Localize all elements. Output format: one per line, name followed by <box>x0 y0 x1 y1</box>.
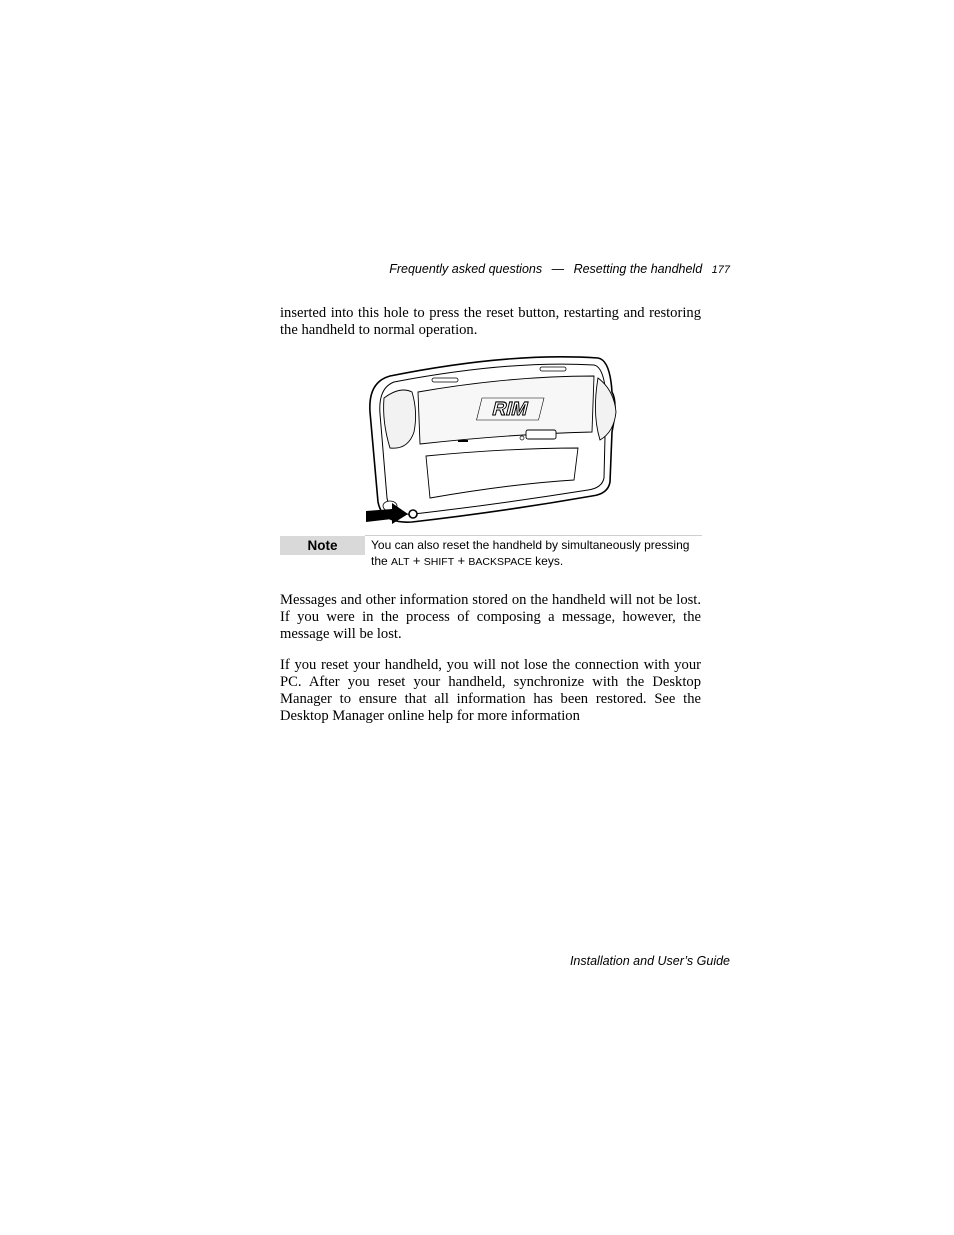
paragraph-reset-intro: inserted into this hole to press the reset button, restarting and restoring the handheld to normal operation. <box>280 305 701 338</box>
key-backspace: BACKSPACE <box>468 556 532 568</box>
running-header <box>280 262 730 276</box>
footer-guide-title: Installation and User’s Guide <box>569 954 730 968</box>
note-text-after: keys. <box>531 554 564 568</box>
page-number: 177 <box>711 264 730 276</box>
paragraph-messages-lost: Messages and other information stored on the handheld will not be lost. If you were in the process of composing a message, however, the message will be lost. <box>280 592 701 642</box>
key-alt: ALT <box>391 556 410 568</box>
note-label: Note <box>280 536 365 555</box>
plus-sign: + <box>412 553 421 568</box>
note-divider <box>365 535 702 536</box>
rim-logo: RIM <box>490 399 531 420</box>
header-section: Frequently asked questions <box>389 262 543 276</box>
header-topic: Resetting the handheld <box>573 262 703 276</box>
plus-sign: + <box>457 553 466 568</box>
key-shift: SHIFT <box>423 556 455 568</box>
note-text <box>371 537 706 570</box>
note-text-before: You can also reset the handheld by simultaneously pressing the <box>371 538 690 568</box>
handheld-back-illustration <box>360 352 622 528</box>
header-separator: — <box>551 262 565 276</box>
paragraph-synchronize: If you reset your handheld, you will not lose the connection with your PC. After you reset your handheld, synchronize with the Desktop Manager to ensure that all information has been restored. See the Desktop Manager online help for more information <box>280 657 701 724</box>
